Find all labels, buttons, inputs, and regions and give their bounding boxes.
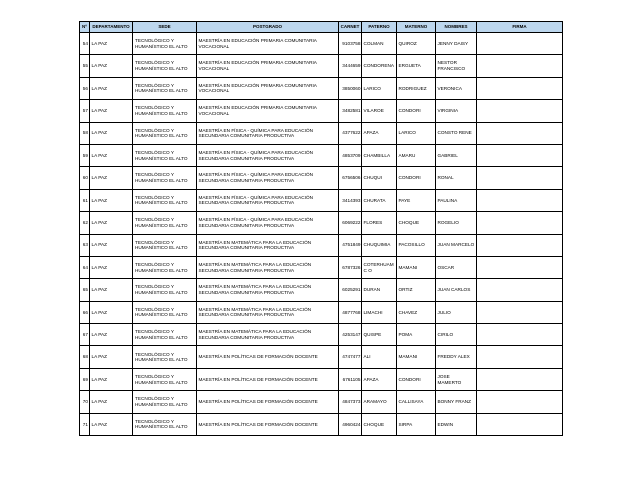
row-number: 58 — [80, 122, 90, 144]
row-number: 64 — [80, 256, 90, 278]
firma-cell — [477, 279, 563, 301]
firma-cell — [477, 413, 563, 435]
postgrado-cell: MAESTRÍA EN FÍSICA - QUÍMICA PARA EDUCACIÓN SECUNDARIA COMUNITARIA PRODUCTIVA — [197, 167, 339, 189]
row-number: 59 — [80, 144, 90, 166]
firma-cell — [477, 301, 563, 323]
nombres-cell: VERONICA — [436, 77, 477, 99]
carnet-cell: 4747477 — [339, 346, 362, 368]
table-row — [80, 256, 563, 278]
sede-cell: TECNOLÓGICO Y HUMANÍSTICO EL ALTO — [133, 234, 197, 256]
col-header-carnet: CARNET — [339, 22, 362, 33]
postgrado-cell: MAESTRÍA EN EDUCACIÓN PRIMARIA COMUNITARIA VOCACIONAL — [197, 77, 339, 99]
departamento-cell: LA PAZ — [90, 413, 133, 435]
roster-table — [79, 21, 563, 436]
sede-cell: TECNOLÓGICO Y HUMANÍSTICO EL ALTO — [133, 413, 197, 435]
materno-cell: ERGUETA — [397, 55, 436, 77]
materno-cell: CHAVEZ — [397, 301, 436, 323]
departamento-cell: LA PAZ — [90, 122, 133, 144]
paterno-cell: ARAMAYO — [362, 391, 397, 413]
departamento-cell: LA PAZ — [90, 368, 133, 390]
nombres-cell: VIRGINIA — [436, 100, 477, 122]
postgrado-cell: MAESTRÍA EN MATEMÁTICA PARA LA EDUCACIÓN SECUNDARIA COMUNITARIA PRODUCTIVA — [197, 279, 339, 301]
sede-cell: TECNOLÓGICO Y HUMANÍSTICO EL ALTO — [133, 55, 197, 77]
row-number: 55 — [80, 55, 90, 77]
sede-cell: TECNOLÓGICO Y HUMANÍSTICO EL ALTO — [133, 189, 197, 211]
row-number: 71 — [80, 413, 90, 435]
paterno-cell: CHUQUI — [362, 167, 397, 189]
nombres-cell: BONNY FRANZ — [436, 391, 477, 413]
table-row — [80, 212, 563, 234]
carnet-cell: 4960424 — [339, 413, 362, 435]
postgrado-cell: MAESTRÍA EN EDUCACIÓN PRIMARIA COMUNITARIA VOCACIONAL — [197, 55, 339, 77]
carnet-cell: 9103758 — [339, 33, 362, 55]
departamento-cell: LA PAZ — [90, 167, 133, 189]
carnet-cell: 4751849 — [339, 234, 362, 256]
roster-sheet — [79, 21, 563, 436]
departamento-cell: LA PAZ — [90, 212, 133, 234]
row-number: 54 — [80, 33, 90, 55]
sede-cell: TECNOLÓGICO Y HUMANÍSTICO EL ALTO — [133, 346, 197, 368]
carnet-cell: 4253147 — [339, 324, 362, 346]
sede-cell: TECNOLÓGICO Y HUMANÍSTICO EL ALTO — [133, 391, 197, 413]
nombres-cell: JUAN CARLOS — [436, 279, 477, 301]
table-row — [80, 33, 563, 55]
sede-cell: TECNOLÓGICO Y HUMANÍSTICO EL ALTO — [133, 33, 197, 55]
departamento-cell: LA PAZ — [90, 391, 133, 413]
firma-cell — [477, 77, 563, 99]
table-row — [80, 391, 563, 413]
materno-cell: CHOQUE — [397, 212, 436, 234]
paterno-cell: COTERHUAMC O — [362, 256, 397, 278]
postgrado-cell: MAESTRÍA EN MATEMÁTICA PARA LA EDUCACIÓN SECUNDARIA COMUNITARIA PRODUCTIVA — [197, 256, 339, 278]
postgrado-cell: MAESTRÍA EN POLÍTICAS DE FORMACIÓN DOCENTE — [197, 346, 339, 368]
carnet-cell: 3482581 — [339, 100, 362, 122]
departamento-cell: LA PAZ — [90, 77, 133, 99]
materno-cell: CONDORI — [397, 100, 436, 122]
table-row — [80, 279, 563, 301]
nombres-cell: JUAN MARCELO — [436, 234, 477, 256]
table-row — [80, 144, 563, 166]
paterno-cell: APAZA — [362, 368, 397, 390]
carnet-cell: 6025291 — [339, 279, 362, 301]
sede-cell: TECNOLÓGICO Y HUMANÍSTICO EL ALTO — [133, 256, 197, 278]
postgrado-cell: MAESTRÍA EN FÍSICA - QUÍMICA PARA EDUCACIÓN SECUNDARIA COMUNITARIA PRODUCTIVA — [197, 189, 339, 211]
departamento-cell: LA PAZ — [90, 301, 133, 323]
postgrado-cell: MAESTRÍA EN MATEMÁTICA PARA LA EDUCACIÓN SECUNDARIA COMUNITARIA PRODUCTIVA — [197, 324, 339, 346]
col-header-sede: SEDE — [133, 22, 197, 33]
paterno-cell: CHAMBILLA — [362, 144, 397, 166]
paterno-cell: VILAROE — [362, 100, 397, 122]
carnet-cell: 4877768 — [339, 301, 362, 323]
paterno-cell: CHURATA — [362, 189, 397, 211]
carnet-cell: 4847373 — [339, 391, 362, 413]
nombres-cell: CIRILO — [436, 324, 477, 346]
paterno-cell: CHOQUE — [362, 413, 397, 435]
firma-cell — [477, 324, 563, 346]
departamento-cell: LA PAZ — [90, 324, 133, 346]
firma-cell — [477, 100, 563, 122]
row-number: 70 — [80, 391, 90, 413]
table-row — [80, 301, 563, 323]
table-row — [80, 122, 563, 144]
firma-cell — [477, 368, 563, 390]
materno-cell: POMA — [397, 324, 436, 346]
materno-cell: QUIROZ — [397, 33, 436, 55]
materno-cell: SIRPA — [397, 413, 436, 435]
paterno-cell: CONDORENA — [362, 55, 397, 77]
col-header-firma: FIRMA — [477, 22, 563, 33]
materno-cell: PAYE — [397, 189, 436, 211]
row-number: 67 — [80, 324, 90, 346]
col-header-materno: MATERNO — [397, 22, 436, 33]
nombres-cell: CONSTO RENE — [436, 122, 477, 144]
row-number: 65 — [80, 279, 90, 301]
nombres-cell: PAULINA — [436, 189, 477, 211]
materno-cell: MAMANI — [397, 346, 436, 368]
sede-cell: TECNOLÓGICO Y HUMANÍSTICO EL ALTO — [133, 144, 197, 166]
nombres-cell: EDWIN — [436, 413, 477, 435]
materno-cell: LARICO — [397, 122, 436, 144]
departamento-cell: LA PAZ — [90, 55, 133, 77]
paterno-cell: COLMAN — [362, 33, 397, 55]
departamento-cell: LA PAZ — [90, 256, 133, 278]
carnet-cell: 3444659 — [339, 55, 362, 77]
sede-cell: TECNOLÓGICO Y HUMANÍSTICO EL ALTO — [133, 122, 197, 144]
nombres-cell: ROGELIO — [436, 212, 477, 234]
table-row — [80, 324, 563, 346]
col-header-departamento: DEPARTAMENTO — [90, 22, 133, 33]
postgrado-cell: MAESTRÍA EN EDUCACIÓN PRIMARIA COMUNITARIA VOCACIONAL — [197, 100, 339, 122]
departamento-cell: LA PAZ — [90, 189, 133, 211]
departamento-cell: LA PAZ — [90, 346, 133, 368]
paterno-cell: QUISPE — [362, 324, 397, 346]
nombres-cell: JULIO — [436, 301, 477, 323]
materno-cell: RODRIGUEZ — [397, 77, 436, 99]
sede-cell: TECNOLÓGICO Y HUMANÍSTICO EL ALTO — [133, 77, 197, 99]
nombres-cell: OSCAR — [436, 256, 477, 278]
firma-cell — [477, 212, 563, 234]
col-header-paterno: PATERNO — [362, 22, 397, 33]
departamento-cell: LA PAZ — [90, 234, 133, 256]
carnet-cell: 3414393 — [339, 189, 362, 211]
postgrado-cell: MAESTRÍA EN POLÍTICAS DE FORMACIÓN DOCENTE — [197, 391, 339, 413]
postgrado-cell: MAESTRÍA EN FÍSICA - QUÍMICA PARA EDUCACIÓN SECUNDARIA COMUNITARIA PRODUCTIVA — [197, 144, 339, 166]
header-row — [80, 22, 563, 33]
col-header-nombres: NOMBRES — [436, 22, 477, 33]
postgrado-cell: MAESTRÍA EN FÍSICA - QUÍMICA PARA EDUCACIÓN SECUNDARIA COMUNITARIA PRODUCTIVA — [197, 122, 339, 144]
nombres-cell: GABRIEL — [436, 144, 477, 166]
sede-cell: TECNOLÓGICO Y HUMANÍSTICO EL ALTO — [133, 100, 197, 122]
table-row — [80, 100, 563, 122]
postgrado-cell: MAESTRÍA EN MATEMÁTICA PARA LA EDUCACIÓN SECUNDARIA COMUNITARIA PRODUCTIVA — [197, 234, 339, 256]
postgrado-cell: MAESTRÍA EN POLÍTICAS DE FORMACIÓN DOCENTE — [197, 368, 339, 390]
row-number: 61 — [80, 189, 90, 211]
postgrado-cell: MAESTRÍA EN FÍSICA - QUÍMICA PARA EDUCACIÓN SECUNDARIA COMUNITARIA PRODUCTIVA — [197, 212, 339, 234]
col-header-postgrado: POSTGRADO — [197, 22, 339, 33]
postgrado-cell: MAESTRÍA EN EDUCACIÓN PRIMARIA COMUNITARIA VOCACIONAL — [197, 33, 339, 55]
carnet-cell: 3850060 — [339, 77, 362, 99]
sede-cell: TECNOLÓGICO Y HUMANÍSTICO EL ALTO — [133, 324, 197, 346]
table-row — [80, 346, 563, 368]
row-number: 57 — [80, 100, 90, 122]
paterno-cell: LIMACHI — [362, 301, 397, 323]
carnet-cell: 6069222 — [339, 212, 362, 234]
materno-cell: ORTIZ — [397, 279, 436, 301]
row-number: 68 — [80, 346, 90, 368]
firma-cell — [477, 55, 563, 77]
row-number: 60 — [80, 167, 90, 189]
paterno-cell: LARICO — [362, 77, 397, 99]
firma-cell — [477, 144, 563, 166]
firma-cell — [477, 167, 563, 189]
sede-cell: TECNOLÓGICO Y HUMANÍSTICO EL ALTO — [133, 279, 197, 301]
materno-cell: MAMANI — [397, 256, 436, 278]
firma-cell — [477, 234, 563, 256]
firma-cell — [477, 346, 563, 368]
table-row — [80, 55, 563, 77]
postgrado-cell: MAESTRÍA EN POLÍTICAS DE FORMACIÓN DOCENTE — [197, 413, 339, 435]
row-number: 66 — [80, 301, 90, 323]
paterno-cell: APAZA — [362, 122, 397, 144]
firma-cell — [477, 256, 563, 278]
nombres-cell: RONAL — [436, 167, 477, 189]
nombres-cell: JENNY DAISY — [436, 33, 477, 55]
row-number: 69 — [80, 368, 90, 390]
table-row — [80, 167, 563, 189]
materno-cell: PACOSILLO — [397, 234, 436, 256]
firma-cell — [477, 189, 563, 211]
table-row — [80, 413, 563, 435]
departamento-cell: LA PAZ — [90, 100, 133, 122]
materno-cell: CONDORI — [397, 368, 436, 390]
paterno-cell: CHUQUIMIA — [362, 234, 397, 256]
paterno-cell: DURAN — [362, 279, 397, 301]
table-row — [80, 234, 563, 256]
sede-cell: TECNOLÓGICO Y HUMANÍSTICO EL ALTO — [133, 368, 197, 390]
table-row — [80, 189, 563, 211]
materno-cell: CALLISAYA — [397, 391, 436, 413]
firma-cell — [477, 391, 563, 413]
postgrado-cell: MAESTRÍA EN MATEMÁTICA PARA LA EDUCACIÓN SECUNDARIA COMUNITARIA PRODUCTIVA — [197, 301, 339, 323]
nombres-cell: FREDDY ALEX — [436, 346, 477, 368]
row-number: 63 — [80, 234, 90, 256]
carnet-cell: 6787326 — [339, 256, 362, 278]
table-row — [80, 77, 563, 99]
paterno-cell: FLORES — [362, 212, 397, 234]
carnet-cell: 4377622 — [339, 122, 362, 144]
nombres-cell: JOSE MAMERTO — [436, 368, 477, 390]
sede-cell: TECNOLÓGICO Y HUMANÍSTICO EL ALTO — [133, 167, 197, 189]
paterno-cell: ALI — [362, 346, 397, 368]
departamento-cell: LA PAZ — [90, 279, 133, 301]
row-number: 56 — [80, 77, 90, 99]
sede-cell: TECNOLÓGICO Y HUMANÍSTICO EL ALTO — [133, 212, 197, 234]
materno-cell: CONDORI — [397, 167, 436, 189]
table-body — [80, 33, 563, 436]
col-header-num: Nº — [80, 22, 90, 33]
row-number: 62 — [80, 212, 90, 234]
table-row — [80, 368, 563, 390]
firma-cell — [477, 122, 563, 144]
carnet-cell: 6761105 — [339, 368, 362, 390]
carnet-cell: 6756506 — [339, 167, 362, 189]
departamento-cell: LA PAZ — [90, 144, 133, 166]
departamento-cell: LA PAZ — [90, 33, 133, 55]
sede-cell: TECNOLÓGICO Y HUMANÍSTICO EL ALTO — [133, 301, 197, 323]
carnet-cell: 4853709 — [339, 144, 362, 166]
materno-cell: AMARU — [397, 144, 436, 166]
firma-cell — [477, 33, 563, 55]
nombres-cell: NESTOR FRANCISCO — [436, 55, 477, 77]
